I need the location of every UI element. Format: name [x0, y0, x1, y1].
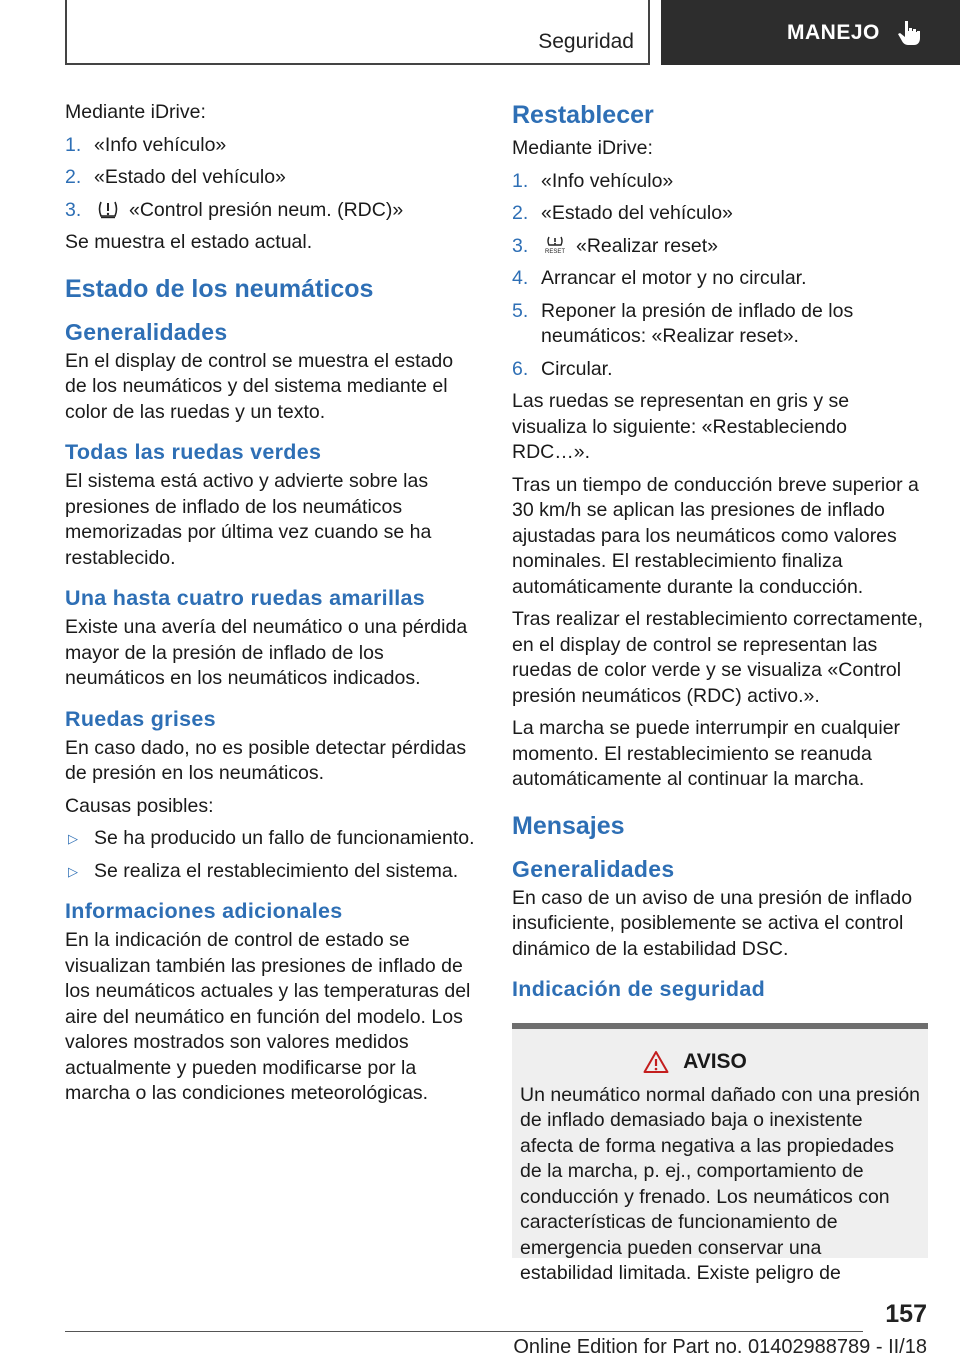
warning-box: [512, 1023, 928, 1284]
heading-generalidades: Generalidades: [65, 318, 228, 345]
section-title: Seguridad: [538, 30, 634, 53]
warning-triangle-icon: [643, 1050, 669, 1074]
step-number: 2.: [512, 202, 529, 224]
paragraph-generalidades-mensajes: En caso de un aviso de una presión de inflado insuficiente, posiblemente se activa el control dinámico de la estabilidad DSC.: [512, 886, 913, 960]
paragraph-causas: Causas posibles:: [65, 794, 214, 817]
list-item: [512, 169, 928, 195]
triangle-bullet-icon: ▷: [68, 831, 78, 846]
triangle-bullet-icon: ▷: [68, 863, 78, 879]
step-text: «Estado del vehículo»: [94, 166, 286, 188]
left-after-steps: Se muestra el estado actual.: [65, 231, 313, 253]
chapter-title: MANEJO: [787, 20, 880, 44]
causes-list: [65, 826, 480, 884]
chapter-tab: [661, 0, 960, 65]
list-item: [65, 133, 480, 159]
heading-mensajes: Mensajes: [512, 811, 625, 840]
footer-edition: Online Edition for Part no. 01402988789 - II/18: [513, 1336, 927, 1358]
step-number: 5.: [512, 299, 529, 322]
list-item: [512, 266, 928, 292]
paragraph-ruedas-grises: En caso dado, no es posible detectar pérdidas de presión en los neumáticos.: [65, 736, 467, 784]
step-text: «Estado del vehículo»: [541, 202, 733, 224]
list-item: [65, 165, 480, 191]
step-number: 3.: [65, 198, 82, 221]
step-number: 1.: [65, 133, 82, 156]
step-text: «Control presión neum. (RDC)»: [129, 198, 404, 221]
list-item: [65, 826, 480, 852]
paragraph-informaciones: En la indicación de control de estado se visualizan también las presiones de inflado de los neumáticos actuales y las temperaturas del aire del neumático en función del modelo. Los valores mostrados son valores medidos actualmente y pueden modificarse por la marcha o las condiciones meteorológicas.: [65, 929, 471, 1104]
reset-label: RESET: [544, 248, 566, 255]
step-text: «Info vehículo»: [541, 169, 674, 192]
right-steps-list: [512, 169, 928, 383]
right-column: [512, 100, 928, 1006]
footer-divider: [65, 1331, 863, 1332]
step-number: 2.: [65, 166, 82, 188]
list-item: [65, 198, 480, 224]
paragraph-ruedas-gris: Las ruedas se representan en gris y se visualiza lo siguiente: «Restableciendo RDC…».: [512, 390, 850, 463]
paragraph-ruedas-verdes: El sistema está activo y advierte sobre las presiones de inflado de los neumáticos memorizadas por última vez cuando se ha restablecido.: [65, 470, 432, 569]
list-item: [65, 859, 480, 885]
heading-informaciones: Informaciones adicionales: [65, 899, 343, 923]
warning-text: Un neumático normal dañado con una presión de inflado demasiado baja o inexistente afecta de forma negativa a las propiedades de la marcha, p. ej., comportamiento de conducción y frenado. Los neumáticos con características de funcionamiento de emergencia pueden conservar una estabilidad limitada. Existe peligro de: [520, 1083, 921, 1284]
step-text: Arrancar el motor y no circular.: [541, 267, 807, 289]
left-intro: Mediante iDrive:: [65, 101, 206, 123]
list-item: [512, 234, 928, 260]
bullet-text: Se realiza el restablecimiento del sistema.: [94, 859, 459, 882]
heading-ruedas-verdes: Todas las ruedas verdes: [65, 440, 322, 464]
step-text: «Info vehículo»: [94, 133, 227, 156]
left-steps-list: [65, 133, 480, 224]
heading-ruedas-grises: Ruedas grises: [65, 706, 216, 731]
page-number: 157: [885, 1300, 927, 1328]
step-text: «Realizar reset»: [576, 234, 718, 257]
tire-reset-icon: [544, 235, 566, 255]
heading-estado: Estado de los neumáticos: [65, 274, 374, 303]
heading-ruedas-amarillas: Una hasta cuatro ruedas amarillas: [65, 586, 426, 610]
header-frame: [65, 0, 650, 65]
bullet-text: Se ha producido un fallo de funcionamiento.: [94, 827, 475, 849]
paragraph-ruedas-amarillas: Existe una avería del neumático o una pérdida mayor de la presión de inflado de los neumáticos en los neumáticos indicados.: [65, 616, 468, 689]
paragraph-restablecimiento-correcto: Tras realizar el restablecimiento correctamente, en el display de control se representan las ruedas de color verde y se visualiza «Control presión neumáticos (RDC) activo.».: [512, 608, 924, 707]
step-text: Circular.: [541, 357, 613, 380]
heading-generalidades-mensajes: Generalidades: [512, 855, 675, 882]
list-item: [512, 299, 928, 350]
warning-header: [520, 1049, 920, 1075]
step-number: 1.: [512, 169, 529, 192]
heading-indicacion-seguridad: Indicación de seguridad: [512, 977, 766, 1001]
paragraph-tiempo-conduccion: Tras un tiempo de conducción breve superior a 30 km/h se aplican las presiones de inflado ajustadas para los neumáticos como valores nominales. El restablecimiento finaliza automáticamente durante la conducción.: [512, 473, 919, 598]
hand-pointer-icon: [896, 19, 924, 47]
tire-pressure-warning-icon: [97, 199, 119, 219]
list-item: [512, 357, 928, 383]
step-text: Reponer la presión de inflado de los neumáticos: «Realizar reset».: [541, 299, 854, 347]
warning-title: AVISO: [683, 1050, 747, 1073]
step-number: 6.: [512, 357, 529, 380]
paragraph-generalidades: En el display de control se muestra el estado de los neumáticos y del sistema mediante el color de las ruedas y un texto.: [65, 349, 454, 423]
left-column: [65, 100, 480, 1114]
right-intro: Mediante iDrive:: [512, 137, 653, 159]
heading-restablecer: Restablecer: [512, 101, 654, 129]
step-number: 4.: [512, 267, 529, 289]
step-number: 3.: [512, 234, 529, 257]
paragraph-interrumpir: La marcha se puede interrumpir en cualquier momento. El restablecimiento se reanuda automáticamente al continuar la marcha.: [512, 717, 901, 790]
list-item: [512, 201, 928, 227]
